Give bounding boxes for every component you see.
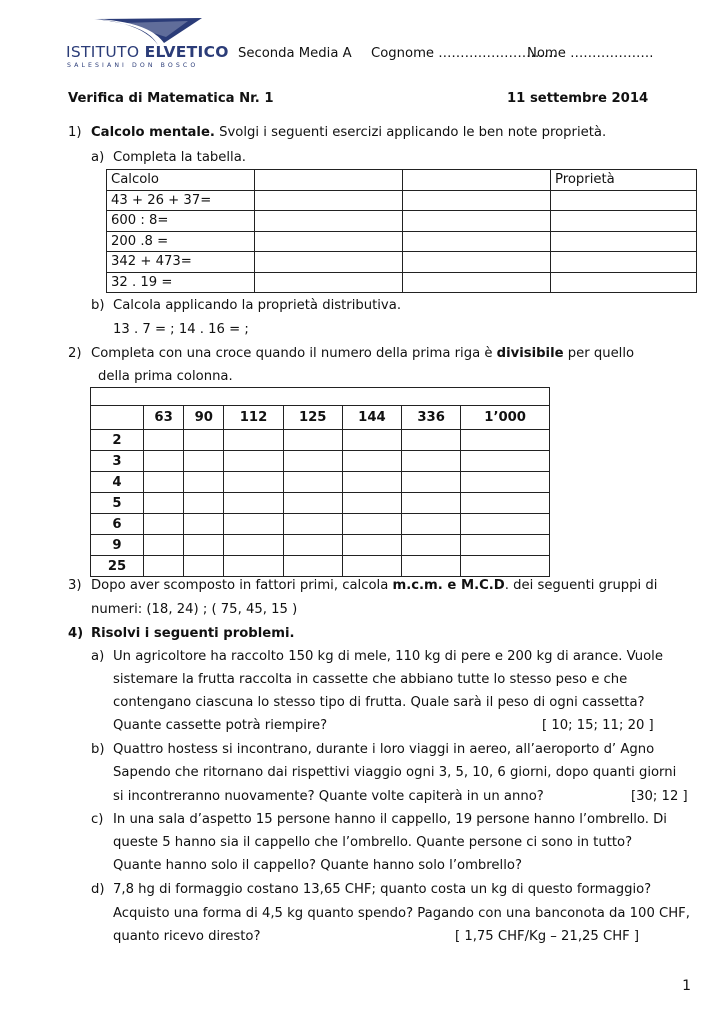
check-cell[interactable] — [184, 430, 224, 451]
table-row — [91, 493, 550, 514]
calc-cell: 342 + 473= — [107, 252, 255, 273]
problem-d-line: Acquisto una forma di 4,5 kg quanto spendo? Pagando con una banconota da 100 CHF, — [113, 906, 690, 921]
check-cell[interactable] — [184, 493, 224, 514]
check-cell[interactable] — [461, 451, 550, 472]
answer-cell[interactable] — [403, 272, 551, 293]
q2-text: Completa con una croce quando il numero della prima riga è divisibile per quello — [91, 346, 635, 361]
check-cell[interactable] — [144, 514, 184, 535]
row-header: 3 — [91, 451, 144, 472]
column-header: 1’000 — [461, 406, 550, 430]
check-cell[interactable] — [184, 556, 224, 577]
check-cell[interactable] — [144, 472, 184, 493]
property-cell[interactable] — [551, 211, 697, 232]
problem-c-label: c) — [91, 812, 104, 827]
q2-number: 2) — [68, 346, 82, 361]
table-row — [107, 252, 697, 273]
class-label: Seconda Media A — [238, 46, 352, 61]
test-date: 11 settembre 2014 — [507, 91, 649, 106]
answer-cell[interactable] — [403, 211, 551, 232]
surname-field: Cognome ……………………… — [371, 46, 557, 61]
check-cell[interactable] — [402, 430, 461, 451]
problem-b-line: si incontreranno nuovamente? Quante volte capiterà in un anno? — [113, 789, 544, 804]
problem-b-answer: [30; 12 ] — [631, 789, 688, 804]
divisibility-table — [90, 387, 550, 577]
column-header: 112 — [224, 406, 283, 430]
check-cell[interactable] — [224, 430, 283, 451]
check-cell[interactable] — [144, 556, 184, 577]
table-row — [91, 472, 550, 493]
calc-cell: 200 .8 = — [107, 231, 255, 252]
check-cell[interactable] — [144, 493, 184, 514]
header-cell: Calcolo — [107, 170, 255, 191]
check-cell[interactable] — [461, 430, 550, 451]
table-row — [91, 535, 550, 556]
problem-d-line: quanto ricevo diresto? — [113, 929, 261, 944]
column-header: 144 — [342, 406, 401, 430]
table-row — [91, 451, 550, 472]
q1-number: 1) — [68, 125, 82, 140]
column-header: 90 — [184, 406, 224, 430]
q3-number: 3) — [68, 578, 82, 593]
q1b-label: b) — [91, 298, 105, 313]
calc-cell: 32 . 19 = — [107, 272, 255, 293]
test-title: Verifica di Matematica Nr. 1 — [68, 91, 274, 106]
row-header: 9 — [91, 535, 144, 556]
table-row — [107, 170, 697, 191]
answer-cell[interactable] — [255, 190, 403, 211]
check-cell[interactable] — [184, 451, 224, 472]
logo-wordmark: ISTITUTO ELVETICO — [66, 43, 229, 61]
header-cell — [403, 170, 551, 191]
check-cell[interactable] — [144, 430, 184, 451]
q3-text-line2: numeri: (18, 24) ; ( 75, 45, 15 ) — [91, 602, 298, 617]
check-cell[interactable] — [283, 430, 342, 451]
table-row — [91, 388, 550, 406]
check-cell[interactable] — [144, 535, 184, 556]
column-header: 63 — [144, 406, 184, 430]
table-row — [91, 556, 550, 577]
answer-cell[interactable] — [255, 272, 403, 293]
check-cell[interactable] — [402, 451, 461, 472]
row-header: 6 — [91, 514, 144, 535]
check-cell[interactable] — [342, 556, 401, 577]
problem-c-line: queste 5 hanno sia il cappello che l’ombrello. Quante persone ci sono in tutto? — [113, 835, 633, 850]
answer-cell[interactable] — [255, 211, 403, 232]
problem-a-line: contengano ciascuna lo stesso tipo di frutta. Quale sarà il peso di ogni cassetta? — [113, 695, 645, 710]
check-cell[interactable] — [224, 451, 283, 472]
check-cell[interactable] — [184, 535, 224, 556]
check-cell[interactable] — [224, 556, 283, 577]
problem-a-line: Quante cassette potrà riempire? — [113, 718, 328, 733]
table-row — [91, 430, 550, 451]
corner-cell — [91, 406, 144, 430]
check-cell[interactable] — [224, 493, 283, 514]
row-header: 2 — [91, 430, 144, 451]
table-row — [107, 272, 697, 293]
column-header: 125 — [283, 406, 342, 430]
check-cell[interactable] — [342, 430, 401, 451]
column-header: 336 — [402, 406, 461, 430]
table-row — [107, 231, 697, 252]
check-cell[interactable] — [283, 514, 342, 535]
answer-cell[interactable] — [255, 231, 403, 252]
table-row — [91, 514, 550, 535]
check-cell[interactable] — [461, 472, 550, 493]
check-cell[interactable] — [402, 493, 461, 514]
check-cell[interactable] — [342, 514, 401, 535]
q4-number: 4) — [68, 626, 84, 641]
check-cell[interactable] — [144, 451, 184, 472]
q1a-text: Completa la tabella. — [113, 150, 246, 165]
name-field: Nome ………………. — [527, 46, 654, 61]
problem-b-line: Sapendo che ritornano dai rispettivi viaggio ogni 3, 5, 10, 6 giorni, dopo quanti giorni — [113, 765, 677, 780]
calc-table — [106, 169, 697, 293]
table-row — [91, 406, 550, 430]
answer-cell[interactable] — [403, 190, 551, 211]
q4-title: Risolvi i seguenti problemi. — [91, 626, 295, 641]
check-cell[interactable] — [342, 493, 401, 514]
check-cell[interactable] — [224, 535, 283, 556]
check-cell[interactable] — [402, 556, 461, 577]
property-cell[interactable] — [551, 190, 697, 211]
check-cell[interactable] — [283, 493, 342, 514]
problem-b-line: Quattro hostess si incontrano, durante i loro viaggi in aereo, all’aeroporto d’ Agno — [113, 742, 655, 757]
property-cell[interactable] — [551, 252, 697, 273]
problem-a-line: sistemare la frutta raccolta in cassette che abbiano tutte lo stesso peso e che — [113, 672, 628, 687]
check-cell[interactable] — [342, 451, 401, 472]
calc-cell: 43 + 26 + 37= — [107, 190, 255, 211]
q3-text: Dopo aver scomposto in fattori primi, calcola m.c.m. e M.C.D. dei seguenti gruppi di — [91, 578, 658, 593]
answer-cell[interactable] — [403, 252, 551, 273]
check-cell[interactable] — [461, 493, 550, 514]
check-cell[interactable] — [402, 535, 461, 556]
problem-d-line: 7,8 hg di formaggio costano 13,65 CHF; quanto costa un kg di questo formaggio? — [113, 882, 652, 897]
page-number: 1 — [682, 978, 691, 994]
row-header: 25 — [91, 556, 144, 577]
logo-subtitle: SALESIANI DON BOSCO — [67, 62, 199, 69]
header-cell: Proprietà — [551, 170, 697, 191]
problem-a-line: Un agricoltore ha raccolto 150 kg di mele, 110 kg di pere e 200 kg di arance. Vuole — [113, 649, 663, 664]
table-row — [107, 190, 697, 211]
calc-cell: 600 : 8= — [107, 211, 255, 232]
problem-a-answer: [ 10; 15; 11; 20 ] — [542, 718, 654, 733]
answer-cell[interactable] — [255, 252, 403, 273]
problem-a-label: a) — [91, 649, 105, 664]
q1b-text: Calcola applicando la proprietà distributiva. — [113, 298, 402, 313]
school-logo — [66, 17, 229, 73]
check-cell[interactable] — [283, 535, 342, 556]
q2-text-line2: della prima colonna. — [98, 369, 233, 384]
problem-b-label: b) — [91, 742, 105, 757]
check-cell[interactable] — [461, 514, 550, 535]
q1-text: Calcolo mentale. Svolgi i seguenti esercizi applicando le ben note proprietà. — [91, 125, 607, 140]
check-cell[interactable] — [224, 472, 283, 493]
empty-cell — [91, 388, 550, 406]
check-cell[interactable] — [461, 535, 550, 556]
problem-c-line: Quante hanno solo il cappello? Quante hanno solo l’ombrello? — [113, 858, 522, 873]
check-cell[interactable] — [342, 535, 401, 556]
check-cell[interactable] — [283, 472, 342, 493]
answer-cell[interactable] — [403, 231, 551, 252]
check-cell[interactable] — [402, 472, 461, 493]
check-cell[interactable] — [283, 556, 342, 577]
q1a-label: a) — [91, 150, 105, 165]
property-cell[interactable] — [551, 231, 697, 252]
check-cell[interactable] — [461, 556, 550, 577]
check-cell[interactable] — [184, 472, 224, 493]
check-cell[interactable] — [283, 451, 342, 472]
q1b-calc: 13 . 7 = ; 14 . 16 = ; — [113, 322, 249, 337]
check-cell[interactable] — [224, 514, 283, 535]
header-cell — [255, 170, 403, 191]
problem-d-answer: [ 1,75 CHF/Kg – 21,25 CHF ] — [455, 929, 640, 944]
table-row — [107, 211, 697, 232]
problem-c-line: In una sala d’aspetto 15 persone hanno il cappello, 19 persone hanno l’ombrello. Di — [113, 812, 667, 827]
check-cell[interactable] — [402, 514, 461, 535]
check-cell[interactable] — [342, 472, 401, 493]
row-header: 4 — [91, 472, 144, 493]
problem-d-label: d) — [91, 882, 105, 897]
check-cell[interactable] — [184, 514, 224, 535]
row-header: 5 — [91, 493, 144, 514]
property-cell[interactable] — [551, 272, 697, 293]
